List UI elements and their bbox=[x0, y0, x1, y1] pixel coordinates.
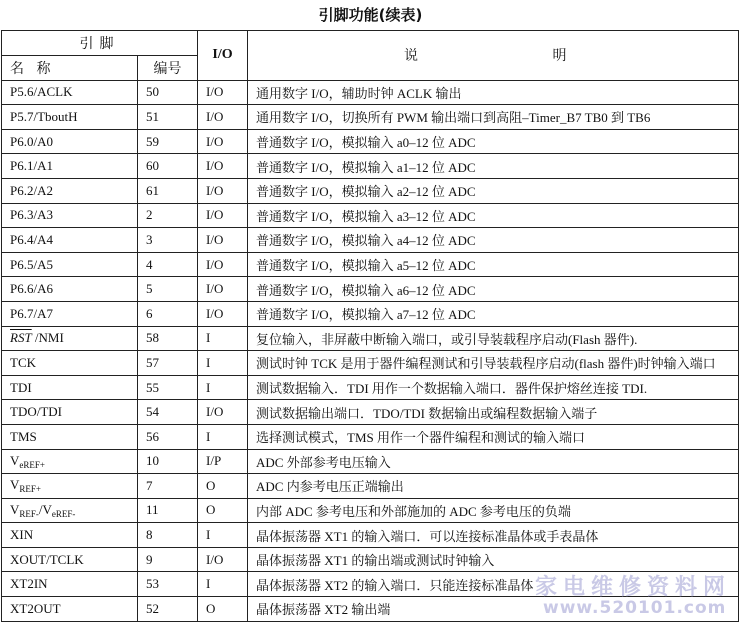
pin-description-cell: 普通数字 I/O，模拟输入 a5–12 位 ADC bbox=[248, 252, 739, 277]
pin-description-cell: 测试时钟 TCK 是用于器件编程测试和引导装载程序启动(flash 器件)时钟输入端口 bbox=[248, 351, 739, 376]
table-row bbox=[2, 424, 739, 449]
pin-function-table bbox=[1, 30, 739, 622]
pin-number-cell: 53 bbox=[138, 572, 198, 597]
pin-description-cell: 晶体振荡器 XT2 输出端 bbox=[248, 597, 739, 622]
table-row bbox=[2, 351, 739, 376]
pin-name-cell: P6.7/A7 bbox=[2, 301, 138, 326]
pin-name-cell: XT2OUT bbox=[2, 597, 138, 622]
pin-description-cell: 内部 ADC 参考电压和外部施加的 ADC 参考电压的负端 bbox=[248, 498, 739, 523]
header-description bbox=[248, 31, 739, 81]
pin-description-cell: 测试数据输出端口．TDO/TDI 数据输出或编程数据输入端子 bbox=[248, 400, 739, 425]
pin-number-cell: 50 bbox=[138, 80, 198, 105]
pin-description-cell: 复位输入，非屏蔽中断输入端口，或引导装载程序启动(Flash 器件). bbox=[248, 326, 739, 351]
pin-io-cell: I/O bbox=[198, 277, 248, 302]
pin-number-cell: 58 bbox=[138, 326, 198, 351]
pin-description-cell: 通用数字 I/O，切换所有 PWM 输出端口到高阻–Timer_B7 TB0 到 TB6 bbox=[248, 105, 739, 130]
pin-name-cell: TCK bbox=[2, 351, 138, 376]
table-row bbox=[2, 375, 739, 400]
pin-name-part: V bbox=[10, 452, 20, 468]
pin-name-cell bbox=[2, 326, 138, 351]
pin-name-cell: TDO/TDI bbox=[2, 400, 138, 425]
pin-description-cell: 选择测试模式，TMS 用作一个器件编程和测试的输入端口 bbox=[248, 424, 739, 449]
table-row bbox=[2, 129, 739, 154]
table-row bbox=[2, 203, 739, 228]
pin-io-cell: O bbox=[198, 474, 248, 499]
pin-io-cell: I/O bbox=[198, 129, 248, 154]
pin-description-cell: ADC 内参考电压正端输出 bbox=[248, 474, 739, 499]
pin-name-cell: XIN bbox=[2, 523, 138, 548]
pin-name-cell: P6.2/A2 bbox=[2, 178, 138, 203]
pin-io-cell: I/O bbox=[198, 178, 248, 203]
table-row bbox=[2, 474, 739, 499]
table-row bbox=[2, 154, 739, 179]
pin-description-cell: 通用数字 I/O，辅助时钟 ACLK 输出 bbox=[248, 80, 739, 105]
watermark-url: www.520101.com bbox=[543, 598, 727, 618]
table-row bbox=[2, 326, 739, 351]
pin-name-cell: XT2IN bbox=[2, 572, 138, 597]
header-name: 名 称 bbox=[2, 56, 138, 81]
pin-io-cell: I/O bbox=[198, 228, 248, 253]
pin-description-cell: 普通数字 I/O，模拟输入 a2–12 位 ADC bbox=[248, 178, 739, 203]
pin-name-subscript: eREF- bbox=[51, 508, 76, 519]
pin-name-cell: P5.6/ACLK bbox=[2, 80, 138, 105]
page-title: 引脚功能(续表) bbox=[318, 6, 423, 24]
table-row bbox=[2, 498, 739, 523]
table-row bbox=[2, 449, 739, 474]
pin-description-cell: 普通数字 I/O，模拟输入 a1–12 位 ADC bbox=[248, 154, 739, 179]
pin-name-cell bbox=[2, 449, 138, 474]
pin-io-cell: I/O bbox=[198, 252, 248, 277]
pin-io-cell: I bbox=[198, 424, 248, 449]
pin-name-cell: TMS bbox=[2, 424, 138, 449]
pin-number-cell: 51 bbox=[138, 105, 198, 130]
table-row bbox=[2, 400, 739, 425]
pin-name-cell: P6.1/A1 bbox=[2, 154, 138, 179]
header-io: I/O bbox=[198, 31, 248, 81]
pin-number-cell: 55 bbox=[138, 375, 198, 400]
pin-number-cell: 57 bbox=[138, 351, 198, 376]
pin-name-cell: P6.0/A0 bbox=[2, 129, 138, 154]
pin-io-cell: I/O bbox=[198, 301, 248, 326]
header-number: 编号 bbox=[138, 56, 198, 81]
table-row bbox=[2, 301, 739, 326]
pin-description-cell: 普通数字 I/O，模拟输入 a7–12 位 ADC bbox=[248, 301, 739, 326]
pin-description-cell: 普通数字 I/O，模拟输入 a3–12 位 ADC bbox=[248, 203, 739, 228]
pin-name-part: V bbox=[10, 477, 20, 493]
pin-number-cell: 11 bbox=[138, 498, 198, 523]
pin-name-cell: P5.7/TboutH bbox=[2, 105, 138, 130]
table-row bbox=[2, 572, 739, 597]
pin-number-cell: 9 bbox=[138, 547, 198, 572]
pin-io-cell: I/O bbox=[198, 154, 248, 179]
pin-name-subscript: REF+ bbox=[19, 484, 41, 495]
pin-number-cell: 10 bbox=[138, 449, 198, 474]
pin-io-cell: I/O bbox=[198, 547, 248, 572]
header-row-1 bbox=[2, 31, 739, 56]
pin-name-cell: P6.6/A6 bbox=[2, 277, 138, 302]
pin-name-cell bbox=[2, 474, 138, 499]
pin-io-cell: I/P bbox=[198, 449, 248, 474]
pin-name-cell bbox=[2, 498, 138, 523]
pin-number-cell: 8 bbox=[138, 523, 198, 548]
pin-description-cell: ADC 外部参考电压输入 bbox=[248, 449, 739, 474]
table-row bbox=[2, 597, 739, 622]
pin-number-cell: 3 bbox=[138, 228, 198, 253]
pin-number-cell: 56 bbox=[138, 424, 198, 449]
pin-number-cell: 6 bbox=[138, 301, 198, 326]
table-row bbox=[2, 228, 739, 253]
pin-io-cell: I bbox=[198, 572, 248, 597]
pin-io-cell: I bbox=[198, 523, 248, 548]
pin-number-cell: 60 bbox=[138, 154, 198, 179]
pin-name-rest: /NMI bbox=[31, 330, 64, 346]
pin-name-cell: TDI bbox=[2, 375, 138, 400]
pin-description-cell: 测试数据输入．TDI 用作一个数据输入端口．器件保护熔丝连接 TDI. bbox=[248, 375, 739, 400]
pin-number-cell: 4 bbox=[138, 252, 198, 277]
pin-number-cell: 52 bbox=[138, 597, 198, 622]
header-pin-group: 引脚 bbox=[2, 31, 198, 56]
header-desc-word-2: 明 bbox=[552, 48, 567, 65]
pin-name-part: /V bbox=[38, 501, 52, 517]
pin-io-cell: I/O bbox=[198, 400, 248, 425]
pin-io-cell: O bbox=[198, 597, 248, 622]
table-row bbox=[2, 547, 739, 572]
table-row bbox=[2, 277, 739, 302]
table-row bbox=[2, 105, 739, 130]
pin-io-cell: O bbox=[198, 498, 248, 523]
pin-io-cell: I/O bbox=[198, 80, 248, 105]
table-row bbox=[2, 252, 739, 277]
pin-io-cell: I bbox=[198, 375, 248, 400]
pin-number-cell: 5 bbox=[138, 277, 198, 302]
pin-name-subscript: eREF+ bbox=[19, 459, 45, 470]
pin-name-overline: $\overline{RST}$ bbox=[10, 330, 32, 346]
watermark-text: 家电维修资料网 bbox=[535, 575, 732, 600]
pin-io-cell: I/O bbox=[198, 105, 248, 130]
pin-name-cell: P6.5/A5 bbox=[2, 252, 138, 277]
table-row bbox=[2, 80, 739, 105]
pin-description-cell: 普通数字 I/O，模拟输入 a4–12 位 ADC bbox=[248, 228, 739, 253]
pin-number-cell: 59 bbox=[138, 129, 198, 154]
pin-description-cell: 晶体振荡器 XT1 的输入端口．可以连接标准晶体或手表晶体 bbox=[248, 523, 739, 548]
pin-number-cell: 2 bbox=[138, 203, 198, 228]
pin-number-cell: 7 bbox=[138, 474, 198, 499]
pin-name-subscript: REF- bbox=[19, 508, 39, 519]
pin-name-cell: P6.4/A4 bbox=[2, 228, 138, 253]
table-row bbox=[2, 523, 739, 548]
pin-description-cell: 晶体振荡器 XT2 的输入端口．只能连接标准晶体 bbox=[248, 572, 739, 597]
pin-name-part: V bbox=[10, 501, 20, 517]
header-desc-word-1: 说 bbox=[404, 48, 418, 65]
table-row bbox=[2, 178, 739, 203]
pin-description-cell: 普通数字 I/O，模拟输入 a0–12 位 ADC bbox=[248, 129, 739, 154]
pin-number-cell: 61 bbox=[138, 178, 198, 203]
pin-name-cell: P6.3/A3 bbox=[2, 203, 138, 228]
pin-io-cell: I bbox=[198, 326, 248, 351]
pin-description-cell: 晶体振荡器 XT1 的输出端或测试时钟输入 bbox=[248, 547, 739, 572]
pin-io-cell: I/O bbox=[198, 203, 248, 228]
table-body bbox=[2, 80, 739, 621]
pin-description-cell: 普通数字 I/O，模拟输入 a6–12 位 ADC bbox=[248, 277, 739, 302]
pin-number-cell: 54 bbox=[138, 400, 198, 425]
pin-io-cell: I bbox=[198, 351, 248, 376]
pin-name-cell: XOUT/TCLK bbox=[2, 547, 138, 572]
